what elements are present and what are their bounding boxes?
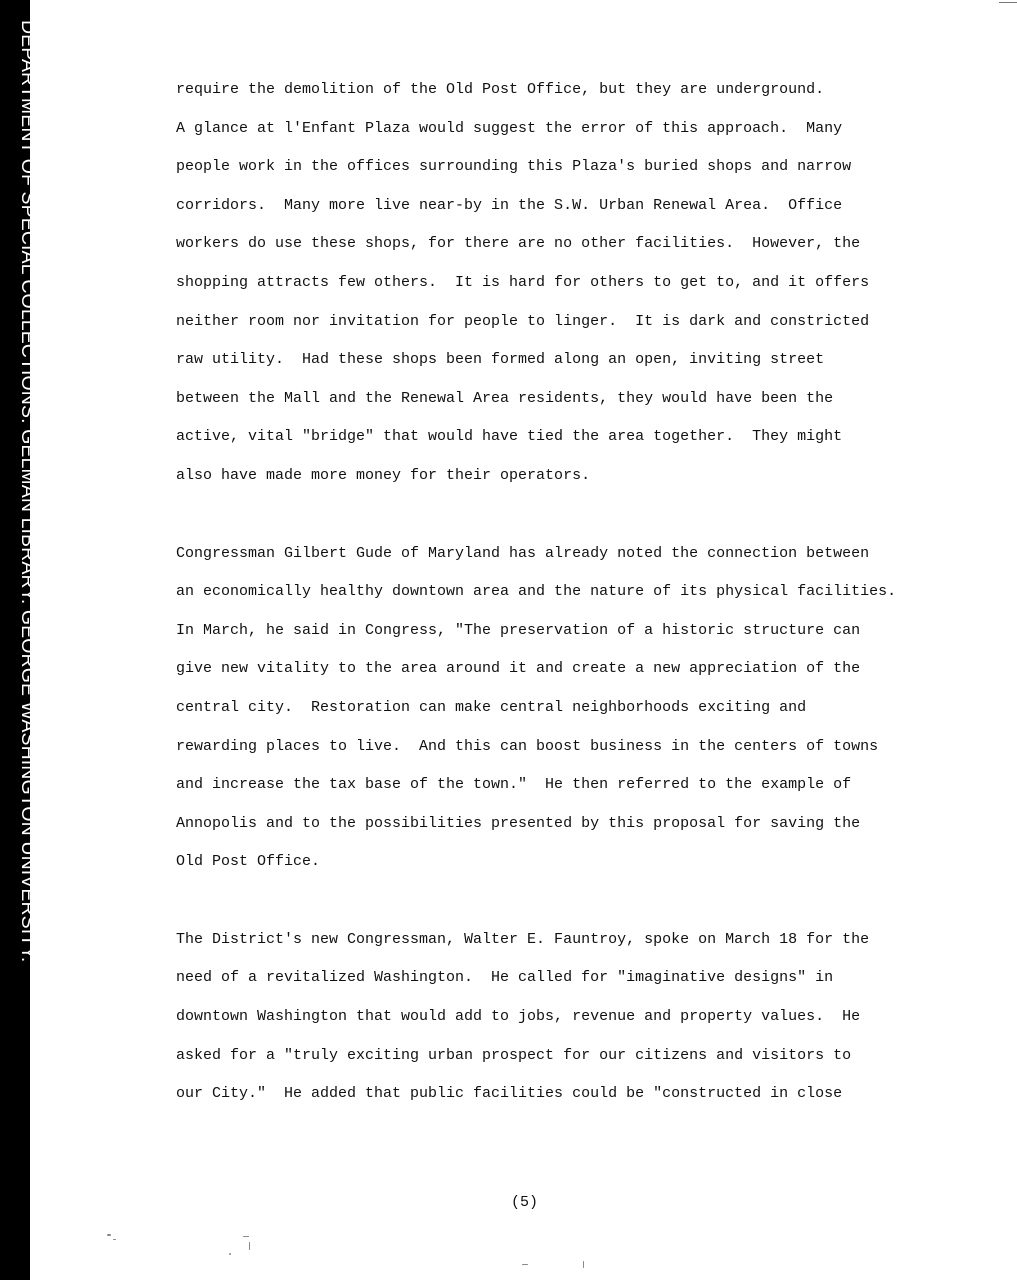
- text-line: The District's new Congressman, Walter E. Fauntroy, spoke on March 18 for the: [176, 930, 870, 948]
- corner-rule: [999, 2, 1017, 3]
- text-line: Congressman Gilbert Gude of Maryland has already noted the connection between: [176, 544, 870, 562]
- text-line: Annopolis and to the possibilities presented by this proposal for saving the: [176, 814, 861, 832]
- text-line: workers do use these shops, for there are no other facilities. However, the: [176, 235, 861, 253]
- text-line: require the demolition of the Old Post Office, but they are underground.: [176, 81, 825, 98]
- text-line: need of a revitalized Washington. He called for "imaginative designs" in: [176, 969, 834, 987]
- text-line: between the Mall and the Renewal Area residents, they would have been the: [176, 389, 834, 407]
- paragraph-2: [176, 542, 956, 889]
- paragraph-gap: [176, 503, 956, 542]
- text-line: In March, he said in Congress, "The preservation of a historic structure can: [176, 621, 861, 639]
- text-line: raw utility. Had these shops been formed along an open, inviting street: [176, 351, 825, 369]
- paragraph-1: [176, 78, 956, 503]
- text-line: A glance at l'Enfant Plaza would suggest the error of this approach. Many: [176, 119, 843, 137]
- text-line: central city. Restoration can make central neighborhoods exciting and: [176, 698, 807, 716]
- text-line: shopping attracts few others. It is hard for others to get to, and it offers: [176, 273, 870, 291]
- paragraph-gap: [176, 889, 956, 928]
- text-line: an economically healthy downtown area and the nature of its physical facilities.: [176, 583, 897, 601]
- text-line: people work in the offices surrounding this Plaza's buried shops and narrow: [176, 158, 852, 176]
- scan-speck: [229, 1253, 231, 1255]
- text-line: rewarding places to live. And this can boost business in the centers of towns: [176, 737, 879, 755]
- scan-speck: [107, 1234, 111, 1236]
- text-line: active, vital "bridge" that would have tied the area together. They might: [176, 428, 843, 446]
- text-line: give new vitality to the area around it and create a new appreciation of the: [176, 660, 861, 678]
- text-line: and increase the tax base of the town." He then referred to the example of: [176, 776, 852, 794]
- scan-speck: [583, 1261, 584, 1268]
- archive-side-strip: [0, 0, 39, 1280]
- scan-speck: [243, 1236, 249, 1237]
- text-line: our City." He added that public facilities could be "constructed in close: [176, 1085, 843, 1103]
- text-line: downtown Washington that would add to jobs, revenue and property values. He: [176, 1008, 861, 1026]
- document-body: [176, 78, 956, 1121]
- scan-speck: [113, 1239, 116, 1240]
- text-line: also have made more money for their operators.: [176, 466, 591, 484]
- archive-attribution-label: DEPARTMENT OF SPECIAL COLLECTIONS. GELMAN LIBRARY. GEORGE WASHINGTON UNIVERSITY.: [17, 20, 39, 963]
- text-line: asked for a "truly exciting urban prospect for our citizens and visitors to: [176, 1046, 852, 1064]
- page-number: (5): [511, 1194, 539, 1211]
- scan-speck: [249, 1242, 250, 1250]
- text-line: Old Post Office.: [176, 853, 321, 871]
- text-line: corridors. Many more live near-by in the S.W. Urban Renewal Area. Office: [176, 196, 843, 214]
- scan-speck: [522, 1264, 528, 1265]
- text-line: neither room nor invitation for people to linger. It is dark and constricted: [176, 312, 870, 330]
- paragraph-3: [176, 928, 956, 1121]
